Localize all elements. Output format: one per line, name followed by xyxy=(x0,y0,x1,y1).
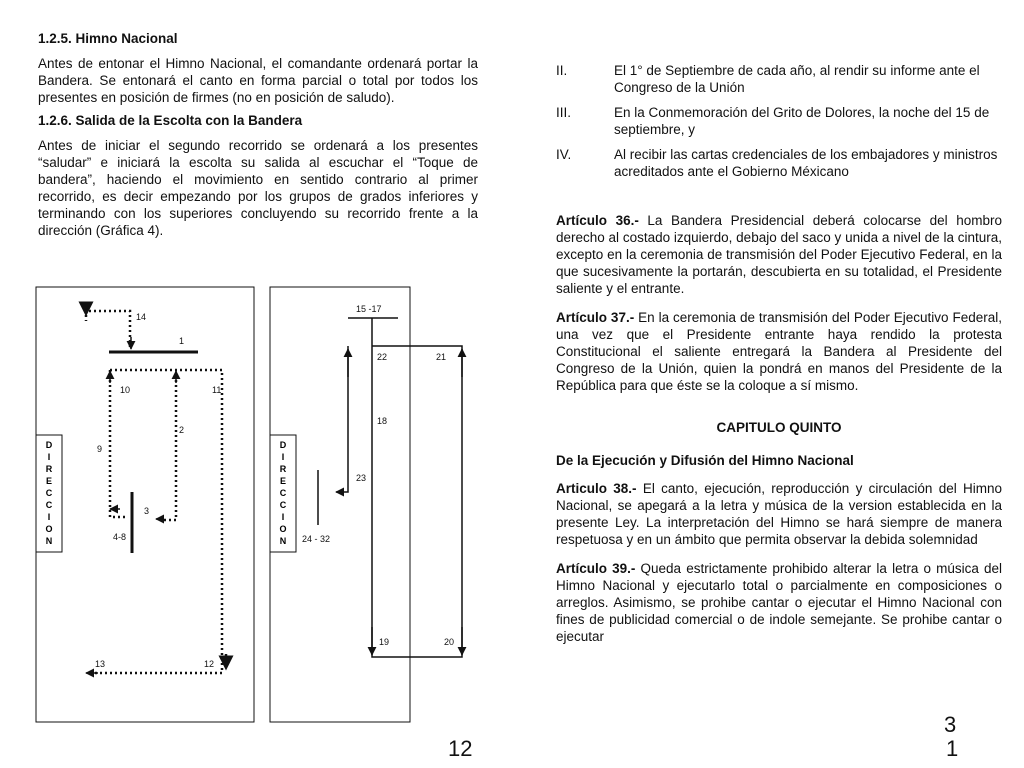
dotted-route-1 xyxy=(86,311,226,673)
chapter-title: CAPITULO QUINTO xyxy=(716,420,842,435)
article-36 xyxy=(556,212,1002,297)
article-37-label: Artículo 37.- xyxy=(556,310,635,325)
page-number-left: 12 xyxy=(448,736,473,761)
svg-text:E: E xyxy=(279,476,287,486)
section-heading-himno: 1.2.5. Himno Nacional xyxy=(38,31,178,46)
solid-route-2 xyxy=(318,318,462,657)
svg-text:I: I xyxy=(47,512,51,522)
svg-text:I: I xyxy=(281,512,285,522)
svg-text:I: I xyxy=(47,452,51,462)
svg-text:N: N xyxy=(279,536,287,546)
svg-text:2: 2 xyxy=(179,425,185,435)
direccion-label-2 xyxy=(279,440,286,546)
list-item-number: II. xyxy=(556,63,568,78)
svg-text:19: 19 xyxy=(379,637,390,647)
article-39-label: Artículo 39.- xyxy=(556,561,636,576)
svg-text:18: 18 xyxy=(377,416,388,426)
section-text-salida: Antes de iniciar el segundo recorrido se ordenará a los presentes “saludar” e iniciará la escolta su salida al escuchar el “Toque de bandera”, haciendo el movimiento en sentido contrario al primer recorrido, es decir empezando por los grupos de grados inferiores y terminando con los superiores concluyendo su recorrido frente a la dirección (Gráfica 4). xyxy=(38,138,478,238)
svg-text:10: 10 xyxy=(120,385,131,395)
svg-text:14: 14 xyxy=(136,312,147,322)
diagram1-labels xyxy=(95,312,221,669)
list-item xyxy=(556,62,1002,96)
svg-text:1: 1 xyxy=(179,336,185,346)
diagram2-labels xyxy=(302,304,454,647)
svg-text:R: R xyxy=(45,464,53,474)
section-heading-salida: 1.2.6. Salida de la Escolta con la Bandera xyxy=(38,113,303,128)
list-item xyxy=(556,146,1002,180)
svg-text:D: D xyxy=(279,440,287,450)
left-column xyxy=(38,30,478,245)
article-38-label: Articulo 38.- xyxy=(556,481,637,496)
svg-text:I: I xyxy=(281,452,285,462)
article-36-label: Artículo 36.- xyxy=(556,213,639,228)
direccion-label-1 xyxy=(45,440,52,546)
escolta-diagram xyxy=(36,287,455,727)
svg-text:N: N xyxy=(45,536,53,546)
svg-text:24 - 32: 24 - 32 xyxy=(302,534,331,544)
svg-text:9: 9 xyxy=(97,444,103,454)
svg-text:15 -17: 15 -17 xyxy=(356,304,382,314)
svg-text:22: 22 xyxy=(377,352,388,362)
svg-text:D: D xyxy=(45,440,53,450)
right-column xyxy=(556,62,1002,657)
article-37 xyxy=(556,309,1002,394)
svg-text:11: 11 xyxy=(212,385,222,395)
svg-text:C: C xyxy=(45,488,53,498)
list-item-text: En la Conmemoración del Grito de Dolores, la noche del 15 de septiembre, y xyxy=(614,105,990,137)
svg-text:C: C xyxy=(45,500,53,510)
chapter-subtitle: De la Ejecución y Difusión del Himno Nacional xyxy=(556,453,854,468)
svg-text:C: C xyxy=(279,488,287,498)
svg-text:E: E xyxy=(45,476,53,486)
list-item-text: Al recibir las cartas credenciales de los embajadores y ministros acreditados ante el Gobierno Méxicano xyxy=(614,147,998,179)
article-39 xyxy=(556,560,1002,645)
svg-text:O: O xyxy=(279,524,287,534)
svg-text:20: 20 xyxy=(444,637,455,647)
svg-text:23: 23 xyxy=(356,473,367,483)
list-item-number: IV. xyxy=(556,147,572,162)
svg-text:3: 3 xyxy=(144,506,150,516)
list-item-number: III. xyxy=(556,105,572,120)
list-item xyxy=(556,104,1002,138)
occasion-list xyxy=(556,62,1002,180)
svg-text:C: C xyxy=(279,500,287,510)
svg-text:4-8: 4-8 xyxy=(113,532,127,542)
svg-text:O: O xyxy=(45,524,53,534)
article-39-text: Queda estrictamente prohibido alterar la letra o música del Himno Nacional y ejecutarlo total o parcialmente en composiciones o arreglos. Asimismo, se prohibe cantar o ejecutar el Himno Nacional con fines de publicidad comercial o de indole semejante. Se prohibe cantar o ejecutar xyxy=(556,561,1003,644)
article-36-text: La Bandera Presidencial deberá colocarse del hombro derecho al costado izquierdo, debajo del saco y unida a nivel de la cintura, excepto en la ceremonia de transmisión del Poder Ejecutivo Federal, en la que sucesivamente la portarán, descubierta en su totalidad, el Presidente saliente y el entrante. xyxy=(556,213,1003,296)
section-text-himno: Antes de entonar el Himno Nacional, el comandante ordenará portar la Bandera. Se entonará el canto en forma parcial o total por todos los presentes en posición de firmes (no en posición de saludo). xyxy=(38,56,478,105)
list-item-text: El 1° de Septiembre de cada año, al rendir su informe ante el Congreso de la Unión xyxy=(614,63,980,95)
svg-text:13: 13 xyxy=(95,659,106,669)
svg-text:R: R xyxy=(279,464,287,474)
svg-text:12: 12 xyxy=(204,659,215,669)
article-37-text: En la ceremonia de transmisión del Poder Ejecutivo Federal, una vez que el Presidente entrante haya rendido la protesta Constitucional el saliente entregará la Bandera al Presidente del Congreso de la Unión, quien la pondrá en manos del Presidente de la República para que éste se la coloque a sí mismo. xyxy=(556,310,1003,393)
svg-text:21: 21 xyxy=(436,352,447,362)
page-number-right-bottom: 1 xyxy=(946,736,959,761)
article-38 xyxy=(556,480,1002,548)
page-number-right-top: 3 xyxy=(944,712,957,737)
article-38-text: El canto, ejecución, reproducción y circulación del Himno Nacional, se apegará a la letra y música de la version establecida en la presente Ley. La interpretación del Himno se hará siempre de manera respetuosa y en un ámbito que permita observar la debida solemnidad xyxy=(556,481,1002,547)
